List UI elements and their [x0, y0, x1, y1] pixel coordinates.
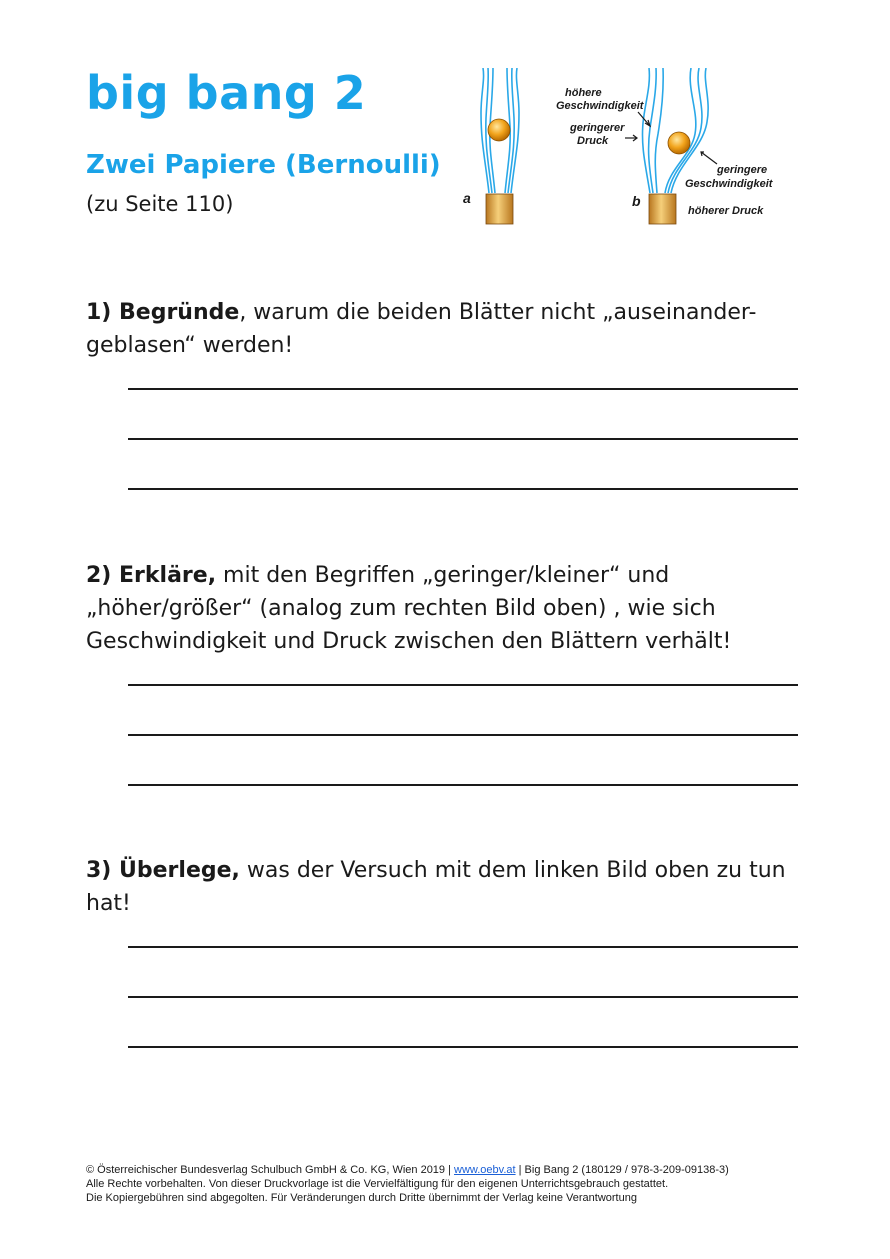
annotation-lower-pressure-1: geringerer	[570, 122, 625, 134]
question-2-text-line2: „höher/größer“ (analog zum rechten Bild oben) , wie sich	[86, 596, 716, 621]
answer-line[interactable]	[128, 996, 798, 998]
question-2-text-line1: mit den Begriffen „geringer/kleiner“ und	[216, 563, 670, 588]
answer-line[interactable]	[128, 734, 798, 736]
question-3	[86, 854, 806, 920]
worksheet-title: Zwei Papiere (Bernoulli)	[86, 150, 441, 180]
question-3-keyword: 3) Überlege,	[86, 858, 240, 883]
annotation-lower-speed-1: geringere	[717, 164, 768, 176]
figure-label-a: a	[463, 190, 471, 206]
question-1	[86, 296, 806, 362]
question-2-text-line3: Geschwindigkeit und Druck zwischen den Blättern verhält!	[86, 629, 732, 654]
airflow-b	[642, 68, 708, 193]
footer-copyright: © Österreichischer Bundesverlag Schulbuch GmbH & Co. KG, Wien 2019 |	[86, 1164, 455, 1176]
straw-b	[649, 194, 676, 224]
answer-line[interactable]	[128, 438, 798, 440]
footer-book-info: | Big Bang 2 (180129 / 978-3-209-09138-3)	[515, 1164, 729, 1176]
annotation-higher-pressure: höherer Druck	[688, 205, 764, 217]
annotation-higher-speed-2: Geschwindigkeit	[556, 100, 644, 112]
footer	[86, 1163, 846, 1205]
answer-line[interactable]	[128, 946, 798, 948]
answer-line[interactable]	[128, 784, 798, 786]
question-3-text-line2: hat!	[86, 891, 131, 916]
question-3-text-line1: was der Versuch mit dem linken Bild oben zu tun	[239, 858, 786, 883]
footer-line-3: Die Kopiergebühren sind abgegolten. Für Veränderungen durch Dritte übernimmt der Verlag keine Verantwortung	[86, 1192, 637, 1204]
question-1-keyword: 1) Begründe	[86, 300, 240, 325]
footer-line-2: Alle Rechte vorbehalten. Von dieser Druckvorlage ist die Vervielfältigung für den eigenen Unterrichtsgebrauch gestattet.	[86, 1178, 669, 1190]
footer-line-1	[86, 1163, 846, 1177]
answer-line[interactable]	[128, 684, 798, 686]
question-1-text-line2: geblasen“ werden!	[86, 333, 294, 358]
page-reference: (zu Seite 110)	[86, 192, 234, 216]
straw-a	[486, 194, 513, 224]
arrow-icon	[701, 152, 717, 164]
annotation-lower-speed-2: Geschwindigkeit	[685, 178, 773, 190]
question-2	[86, 559, 806, 658]
answer-line[interactable]	[128, 388, 798, 390]
figure-label-b: b	[632, 193, 641, 209]
ball-a	[488, 119, 510, 141]
question-2-keyword: 2) Erkläre,	[86, 563, 217, 588]
ball-b	[668, 132, 690, 154]
publisher-link[interactable]: www.oebv.at	[454, 1164, 516, 1176]
question-1-text-line1: , warum die beiden Blätter nicht „auseinander-	[239, 300, 757, 325]
answer-line[interactable]	[128, 1046, 798, 1048]
brand-title: big bang 2	[86, 66, 367, 120]
answer-line[interactable]	[128, 488, 798, 490]
bernoulli-figure	[455, 68, 790, 230]
annotation-lower-pressure-2: Druck	[577, 135, 609, 147]
annotation-higher-speed-1: höhere	[565, 87, 602, 99]
